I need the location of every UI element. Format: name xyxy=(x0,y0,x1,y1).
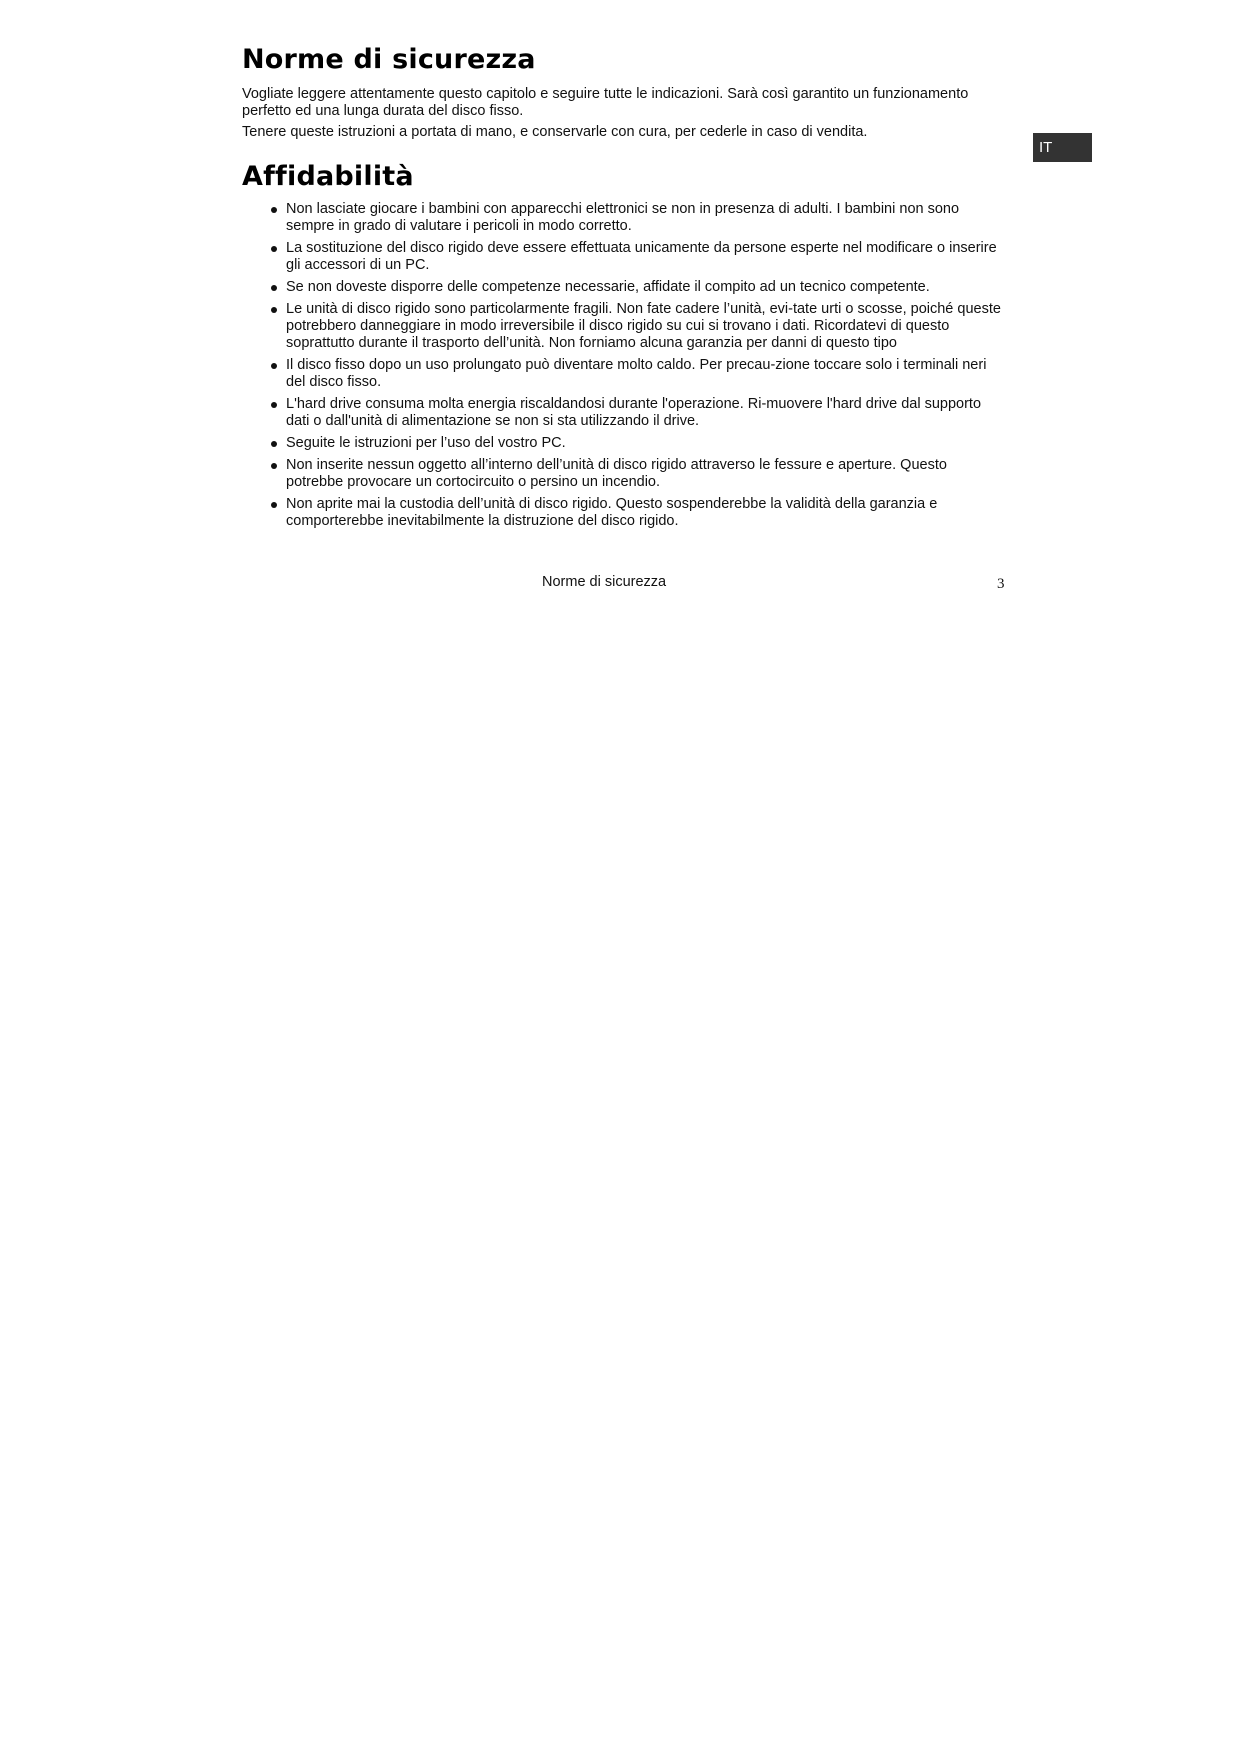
list-item xyxy=(242,435,1008,452)
list-item xyxy=(242,357,1008,391)
list-item xyxy=(242,279,1008,296)
safety-list xyxy=(242,201,1008,530)
list-item-text: Se non doveste disporre delle competenze necessarie, affidate il compito ad un tecnico competente. xyxy=(286,279,930,295)
bullet-icon xyxy=(271,463,277,469)
list-item xyxy=(242,240,1008,274)
bullet-icon xyxy=(271,246,277,252)
list-item xyxy=(242,396,1008,430)
page-content xyxy=(242,36,1008,535)
page-number: 3 xyxy=(997,576,1005,592)
bullet-icon xyxy=(271,402,277,408)
bullet-icon xyxy=(271,502,277,508)
intro-paragraph: Vogliate leggere attentamente questo capitolo e seguire tutte le indicazioni. Sarà così garantito un funzionamento perfetto ed una lunga durata del disco fisso. xyxy=(242,86,969,119)
intro-text xyxy=(242,86,1008,141)
bullet-icon xyxy=(271,363,277,369)
list-item-text: Non aprite mai la custodia dell’unità di disco rigido. Questo sospenderebbe la validità della garanzia e comporterebbe inevitabilmente la distruzione del disco rigido. xyxy=(286,496,938,529)
list-item xyxy=(242,201,1008,235)
list-item xyxy=(242,301,1008,352)
list-item-text: Il disco fisso dopo un uso prolungato può diventare molto caldo. Per precau-zione toccare solo i terminali neri del disco fisso. xyxy=(286,357,987,390)
list-item-text: Non inserite nessun oggetto all’interno dell’unità di disco rigido attraverso le fessure e aperture. Questo potrebbe provocare un cortocircuito o persino un incendio. xyxy=(286,457,947,490)
list-item-text: La sostituzione del disco rigido deve essere effettuata unicamente da persone esperte nel modificare o inserire gli accessori di un PC. xyxy=(286,240,997,273)
page-title: Norme di sicurezza xyxy=(242,44,536,75)
list-item-text: Le unità di disco rigido sono particolarmente fragili. Non fate cadere l’unità, evi-tate urti o scosse, poiché queste potrebbero danneggiare in modo irreversibile il disco rigido su cui si trovano i dati. Ricordatevi di questo soprattutto durante il trasporto dell’unità. Non forniamo alcuna garanzia per danni di questo tipo xyxy=(286,301,1001,351)
intro-paragraph: Tenere queste istruzioni a portata di mano, e conservarle con cura, per cederle in caso di vendita. xyxy=(242,124,868,140)
bullet-icon xyxy=(271,441,277,447)
footer-title: Norme di sicurezza xyxy=(542,574,667,590)
list-item-text: L'hard drive consuma molta energia riscaldandosi durante l'operazione. Ri-muovere l'hard drive dal supporto dati o dall'unità di alimentazione se non si sta utilizzando il drive. xyxy=(286,396,982,429)
bullet-icon xyxy=(271,307,277,313)
section-title: Affidabilità xyxy=(242,161,414,192)
list-item xyxy=(242,457,1008,491)
bullet-icon xyxy=(271,285,277,291)
list-item xyxy=(242,496,1008,530)
bullet-icon xyxy=(271,207,277,213)
language-tab: IT xyxy=(1033,133,1092,162)
list-item-text: Seguite le istruzioni per l’uso del vostro PC. xyxy=(286,435,566,451)
list-item-text: Non lasciate giocare i bambini con apparecchi elettronici se non in presenza di adulti. I bambini non sono sempre in grado di valutare i pericoli in modo corretto. xyxy=(286,201,960,234)
